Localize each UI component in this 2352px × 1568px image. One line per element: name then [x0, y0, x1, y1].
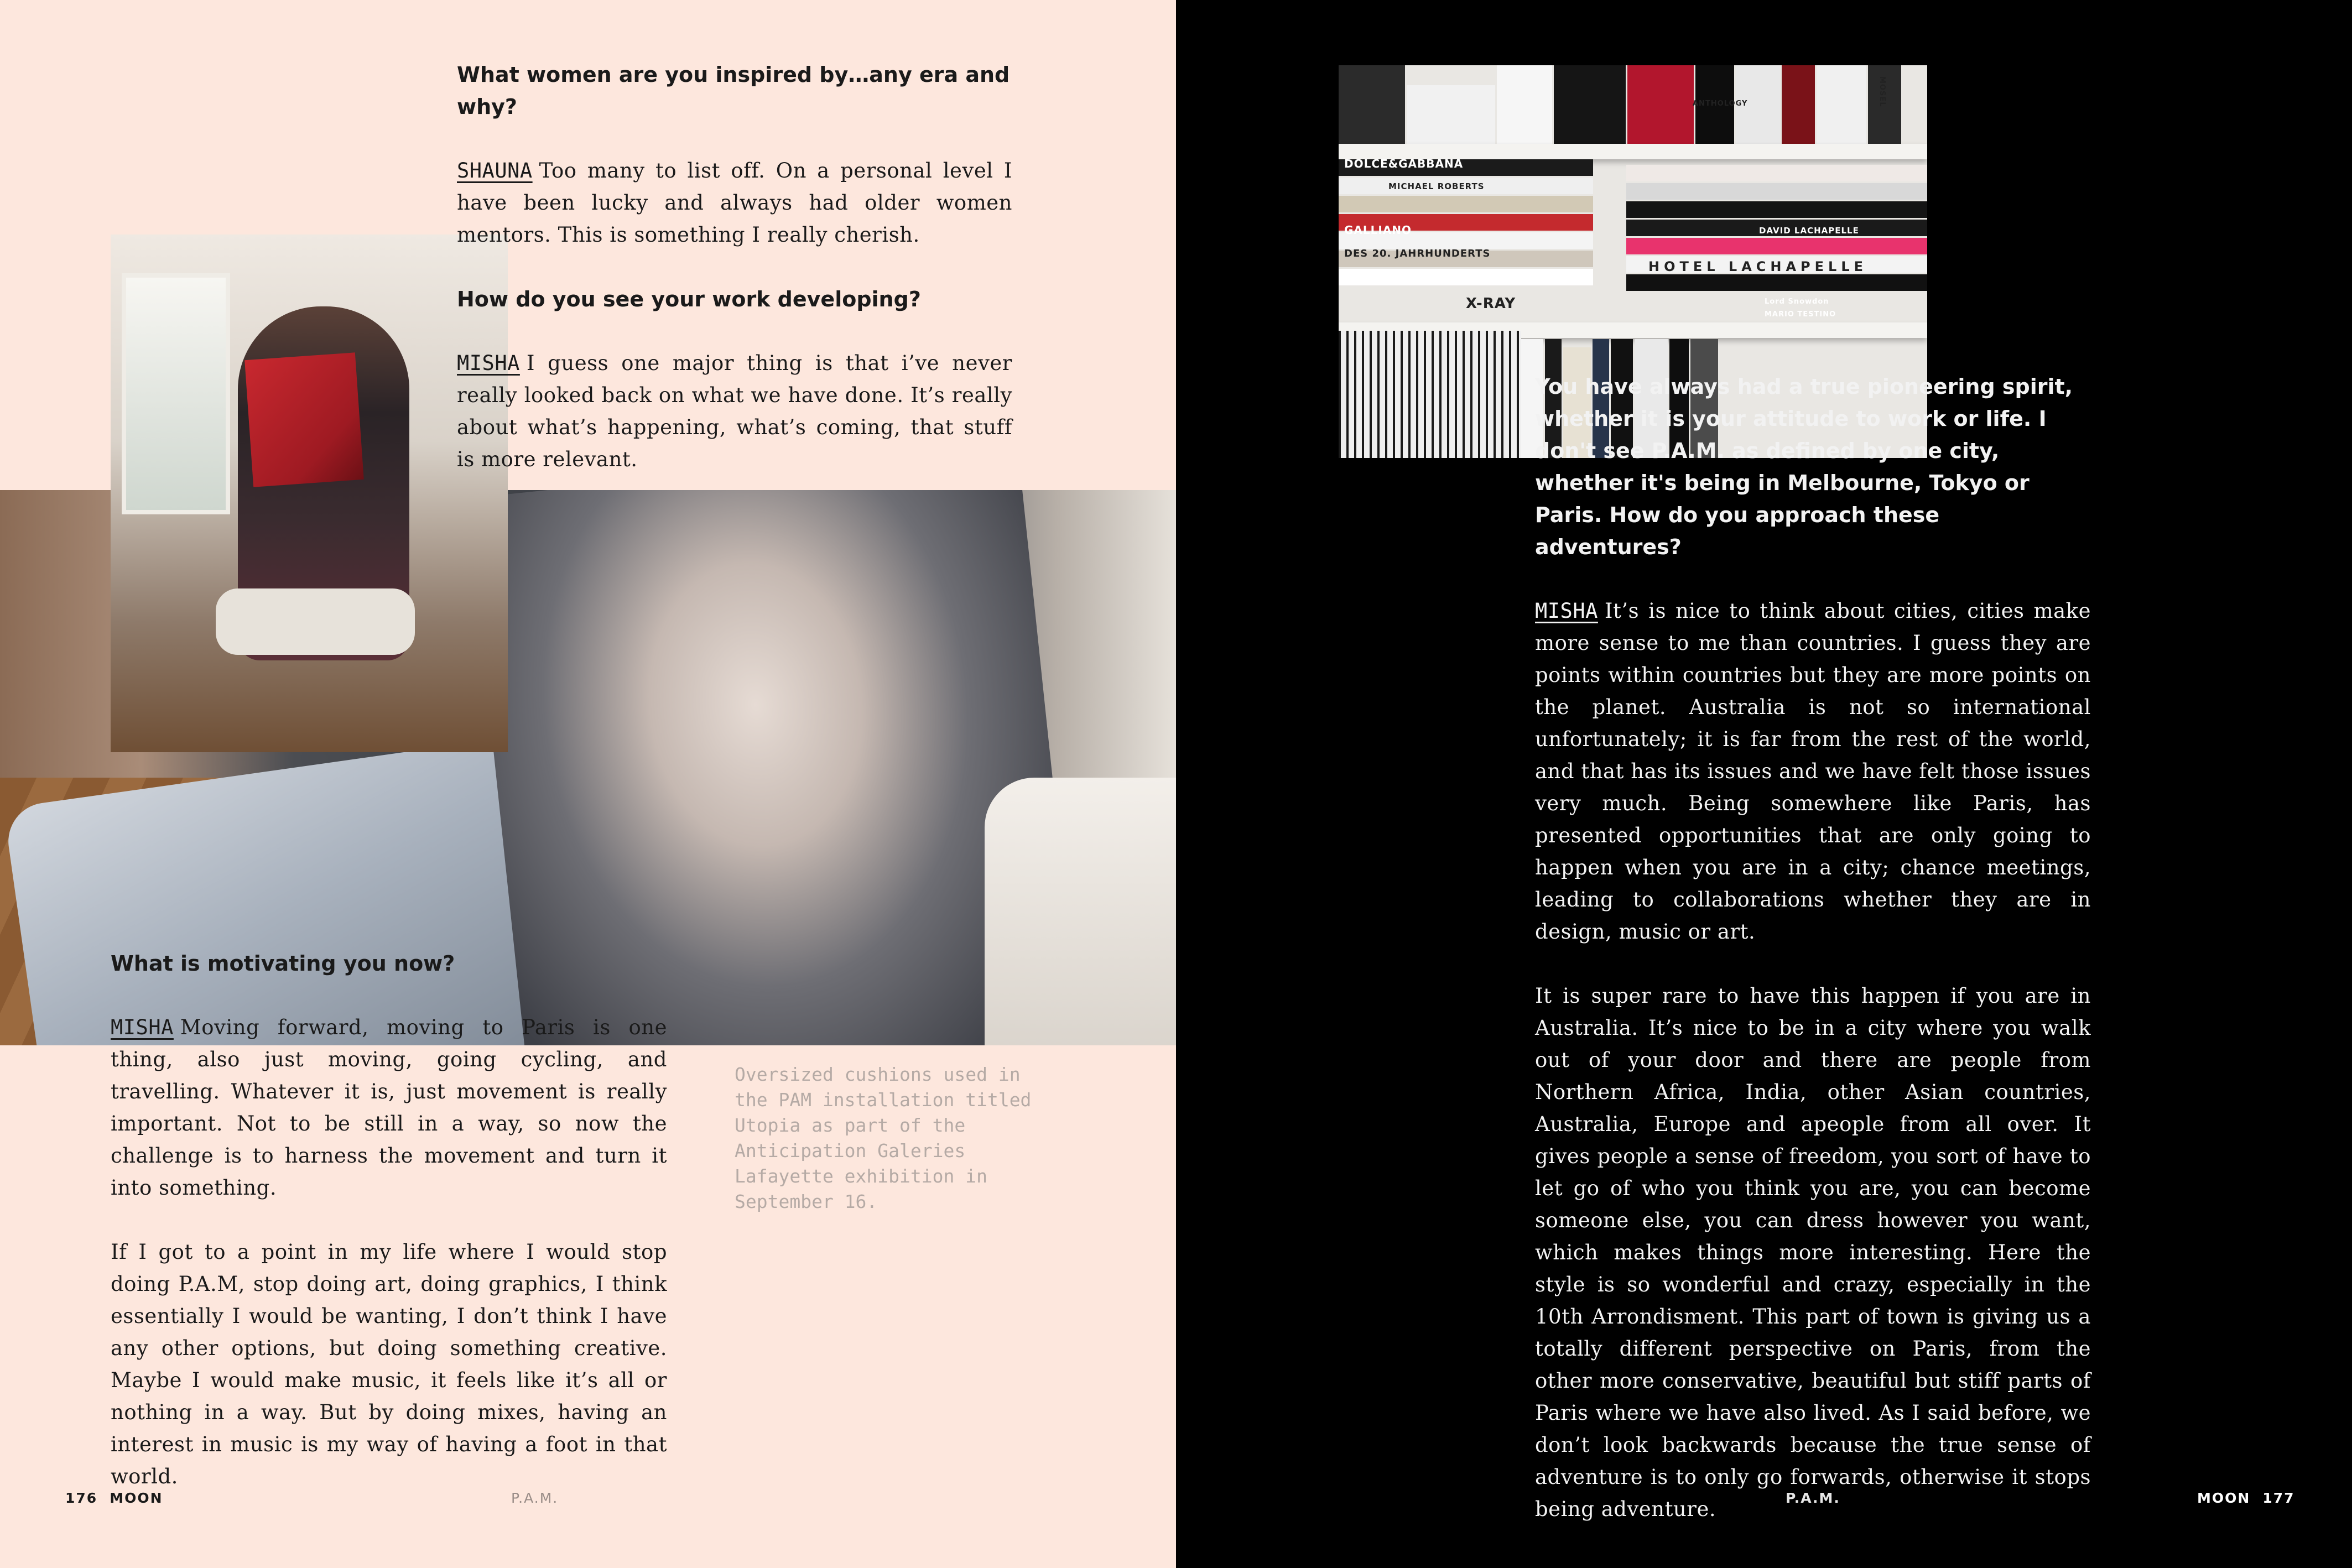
- answer-adventures: [1535, 595, 2091, 948]
- spine-david-lachapelle: DAVID LACHAPELLE: [1759, 226, 1859, 236]
- spine-jahrhunderts: DES 20. JAHRHUNDERTS: [1344, 248, 1491, 259]
- spine-dolce-gabbana: DOLCE&GABBANA: [1344, 157, 1464, 170]
- question-inspiration: What women are you inspired by…any era and why?: [457, 62, 1010, 119]
- spine-mario-testino: MARIO TESTINO: [1765, 310, 1836, 319]
- answer-adventures-continued: It is super rare to have this happen if you are in Australia. It’s nice to be in a city where you walk out of your door and there are people from Northern Africa, India, other Asian countries, Australia, Europe and apeople from all over. It gives people a sense of freedom, you sort of have to let go of who you think you are, you can become someone else, you can dress however you want, which makes things more interesting. Here the style is so wonderful and crazy, especially in the 10th Arrondisment. This part of town is giving us a totally different perspective on Paris, from the other more conservative, beautiful but stiff parts of Paris where we have also lived. As I said before, we don’t look backwards because the true sense of adventure is to only go forwards, otherwise it stops being adventure.: [1535, 984, 2091, 1521]
- right-folio: [2197, 1490, 2295, 1506]
- question-motivating: What is motivating you now?: [111, 951, 455, 976]
- answer-text: Too many to list off. On a personal level I have been lucky and always had older women mentors. This is something I really cherish.: [457, 159, 1012, 247]
- page-number: 177: [2262, 1490, 2295, 1506]
- white-sofa: [985, 778, 1176, 1045]
- answer-work-developing: [457, 347, 1012, 476]
- left-folio: [65, 1490, 163, 1506]
- page-number: 176: [65, 1490, 98, 1506]
- question-adventures: You have always had a true pioneering spirit, whether it is your attitude to work or life. I don't see P.A.M. as defined by one city, whether it's being in Melbourne, Tokyo or Paris. How do you approach these adventures?: [1535, 374, 2073, 559]
- answer-motivating: [111, 1012, 667, 1204]
- portrait-photo: [111, 235, 508, 752]
- magazine-name: MOON: [2197, 1490, 2251, 1506]
- photo-caption: Oversized cushions used in the PAM installation titled Utopia as part of the Anticipation Galeries Lafayette exhibition in September 16.: [735, 1064, 1032, 1212]
- left-running-head: P.A.M.: [511, 1490, 559, 1506]
- window: [122, 273, 230, 514]
- answer-text: It’s is nice to think about cities, cities make more sense to me than countries. I guess they are points within countries but they are more points on the planet. Australia is not so international unfortunately; it is far from the rest of the world, and that has its issues and we have felt those issues very much. Being somewhere like Paris, has presented opportunities that are only going to happen when you are in a city; chance meetings, leading to collaborations whether they are in design, music or art.: [1535, 599, 2091, 944]
- top-shelf-books: [1339, 65, 1903, 148]
- right-running-head: P.A.M.: [1786, 1490, 1840, 1506]
- magazine-name: MOON: [110, 1490, 163, 1506]
- answer-inspiration: [457, 155, 1012, 251]
- spine-x-ray: X-RAY: [1466, 295, 1516, 312]
- right-text: [1535, 371, 2091, 1525]
- striped-artwork: [1339, 331, 1521, 458]
- speaker-label: MISHA: [111, 1015, 174, 1039]
- left-bottom-text: [111, 947, 667, 1493]
- chair: [216, 588, 415, 655]
- spine-anthology: ANTHOLOGY: [1693, 100, 1748, 108]
- spine-hotel-lachapelle: HOTEL LACHAPELLE: [1648, 259, 1868, 274]
- answer-motivating-continued: If I got to a point in my life where I would stop doing P.A.M, stop doing art, doing graphics, I think essentially I would be wanting, I don’t think I have any other options, but doing something creative. Maybe I would make music, it feels like it’s all or nothing in a way. But by doing mixes, having an interest in music is my way of having a foot in that world.: [111, 1240, 667, 1488]
- question-work-developing: How do you see your work developing?: [457, 287, 921, 311]
- speaker-label: MISHA: [457, 351, 520, 375]
- left-top-text: [457, 59, 1012, 476]
- answer-text: Moving forward, moving to Paris is one thing, also just moving, going cycling, and travelling. Whatever it is, just movement is really important. Not to be still in a way, so now the challenge is to harness the movement and turn it into something.: [111, 1015, 667, 1200]
- spine-mosel: MOSEL: [1878, 76, 1886, 107]
- speaker-label: MISHA: [1535, 599, 1598, 623]
- spine-galliano: GALLIANO: [1344, 223, 1412, 237]
- red-book: [244, 352, 364, 487]
- speaker-label: SHAUNA: [457, 159, 533, 183]
- spine-lord-snowdon: Lord Snowdon: [1765, 298, 1829, 306]
- answer-text: I guess one major thing is that i’ve never really looked back on what we have done. It’s really about what’s happening, what’s coming, that stuff is more relevant.: [457, 351, 1012, 471]
- spine-michael-roberts: MICHAEL ROBERTS: [1388, 181, 1485, 191]
